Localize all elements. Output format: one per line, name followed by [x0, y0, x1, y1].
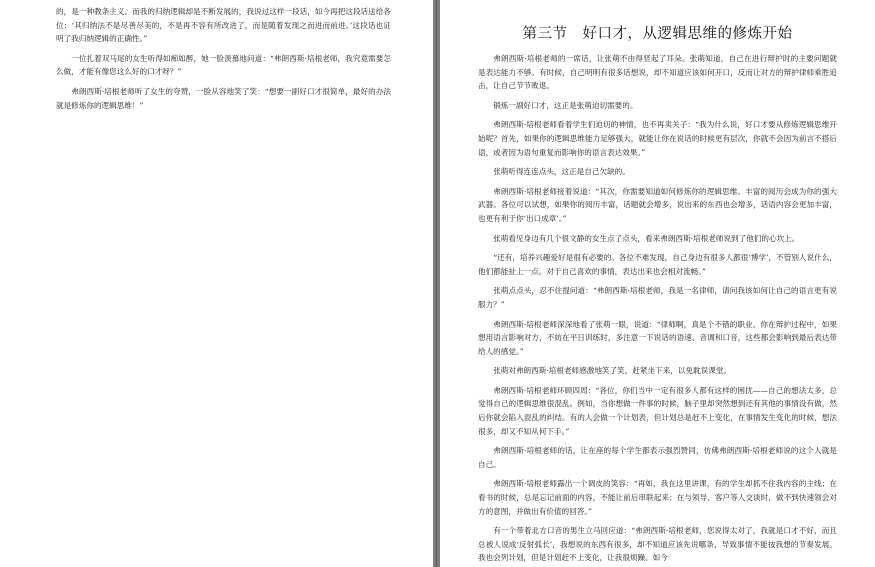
- left-paragraph-2: 一位扎着双马尾的女生听得如痴如醉，她一脸羡慕地问道：“弗朗西斯·培根老师，我究竟需要怎么做，才能有像您这么好的口才呀？”: [56, 53, 391, 77]
- right-paragraph-8: 张萌点点头，忍不住提问道：“弗朗西斯·培根老师，我是一名律师，请问我该如何让自己的语言更有说服力？”: [478, 286, 837, 309]
- left-paragraph-3: 弗朗西斯·培根老师听了女生的夸赞，一脸从容地笑了笑：“想要一副好口才很简单，最好的办法就是修炼你的逻辑思维！”: [56, 86, 391, 110]
- right-paragraph-1: 弗朗西斯·培根老师的一席话，让张萌不由得竖起了耳朵。张萌知道，自己在进行辩护时的主要问题就是表达能力不够。有时候，自己明明有很多话想说，却不知道应该如何开口，反而让对方的辩护律师乘胜追击，让自己节节败退。: [478, 54, 837, 91]
- right-page: [440, 0, 875, 567]
- left-paragraph-1: 的，是一种教条主义。而我的归纳逻辑却是不断发展的，我说过这样一段话，如今再把这段话送给各位：‘其归纳法不是尽善尽美的，不是再不容有所改进了，而是随着发现之而进而前进。’这段话也证明了我归纳逻辑的正确性。”: [56, 7, 391, 44]
- right-paragraph-9: 弗朗西斯·培根老师深深地看了张萌一眼，说道：“律师啊，真是个不错的职业。你在辩护过程中，如果想用语言影响对方，不妨在平日训练时，多注意一下说话的语速、音调和口音，这些都会影响到最后表达带给人的感觉。”: [478, 319, 837, 356]
- right-paragraph-12: 弗朗西斯·培根老师的话，让在座的每个学生都表示强烈赞同，仿佛弗朗西斯·培根老师说的这个人就是自己。: [478, 446, 837, 469]
- right-paragraph-7: “还有，培养兴趣爱好是很有必要的。各位不难发现，自己身边有很多人都很‘博学’，不管别人说什么，他们都能扯上一点。对于自己喜欢的事情，表达出来也会相对流畅。”: [478, 253, 837, 276]
- right-paragraph-13: 弗朗西斯·培根老师露出一个调皮的笑容：“再如，我在这里讲课，有的学生却抓不住我内容的主线；在看书的时候，总是忘记前面的内容，不能让前后串联起来；在与领导、客户等人交谈时，做不到快速领会对方的意图，并做出有价值的回答。”: [478, 479, 837, 516]
- right-paragraph-11: 弗朗西斯·培根老师环顾四周：“各位，你们当中一定有很多人都有这样的困扰——自己的想法太多，总觉得自己的逻辑思维很混乱。例如，当你想做一件事的时候，脑子里却突然想到还有其他的事情没有做，然后你就会陷入混乱的纠结。有的人会做一个计划表，但计划总是赶不上变化，在事情发生变化的时候，想法很多，却又不知从何下手。”: [478, 385, 837, 436]
- right-paragraph-14: 有一个带着北方口音的男生立马回应道：“弗朗西斯·培根老师，您说得太对了，我就是口才不好，而且总被人说成‘反射弧长’，我想说的东西有很多，却不知道应该先说哪条，导致事情不能按我想的节奏发展。我也会列计划，但是计划赶不上变化，让我很烦躁。如今: [478, 526, 837, 563]
- page-gutter: [433, 0, 440, 567]
- section-title: 第三节 好口才，从逻辑思维的修炼开始: [522, 26, 793, 42]
- left-page: [0, 0, 433, 567]
- right-paragraph-6: 张萌看见身边有几个很文静的女生点了点头，看来弗朗西斯·培根老师说到了他们的心坎上。: [493, 233, 800, 243]
- right-paragraph-2: 锻炼一副好口才，这正是张萌迫切需要的。: [493, 100, 638, 110]
- right-paragraph-4: 张萌听得连连点头，这正是自己欠缺的。: [493, 167, 630, 177]
- right-paragraph-5: 弗朗西斯·培根老师接着说道：“其次，你需要知道如何修炼你的逻辑思维。丰富的阅历会成为你的强大武器。各位可以试想，如果你的阅历丰富，话题就会增多，说出来的东西也会增多，话语内容会更加丰富，也更有利于你‘出口成章’。”: [478, 186, 837, 223]
- right-paragraph-10: 张萌对弗朗西斯·培根老师感激地笑了笑，赶紧坐下来，以免耽误课堂。: [493, 366, 732, 376]
- right-paragraph-3: 弗朗西斯·培根老师看着学生们迫切的神情，也不再卖关子：“我为什么说，好口才要从修炼逻辑思维开始呢？首先，如果你的逻辑思维能力足够强大，就能让你在说话的时候更有层次，你就不会因为前言不搭后语，或者因为语句重复而影响你的语言表达效果。”: [478, 120, 837, 157]
